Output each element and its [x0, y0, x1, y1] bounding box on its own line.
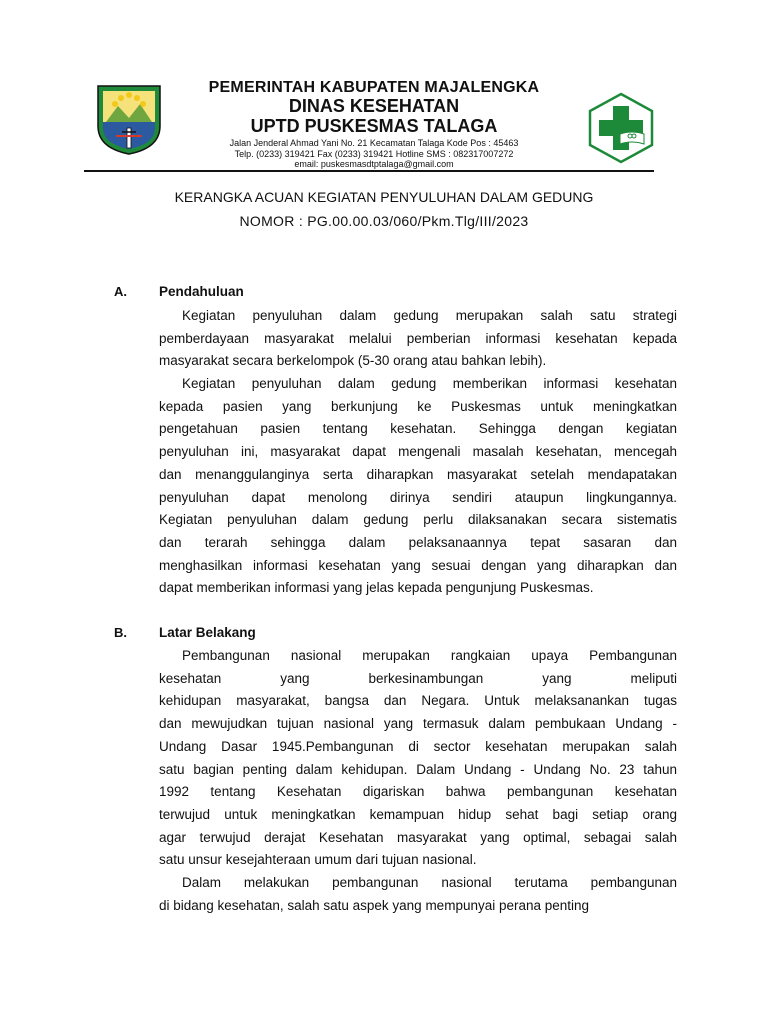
address-line: Jalan Jenderal Ahmad Yani No. 21 Kecamatan Talaga Kode Pos : 45463: [229, 138, 519, 148]
email-line: email: puskesmasdtptalaga@gmail.com: [294, 159, 454, 169]
section-a-paragraph-2: [159, 373, 677, 600]
paragraph-line: 1992 tentang Kesehatan digariskan bahwa pembangunan kesehatan: [159, 784, 677, 800]
section-b-paragraph-1: [159, 645, 677, 872]
paragraph-line: dapat memberikan informasi yang jelas kepada pengunjung Puskesmas.: [159, 580, 594, 596]
letterhead-divider: [84, 170, 654, 172]
section-a-marker: A.: [114, 284, 127, 299]
department-name: DINAS KESEHATAN: [288, 96, 460, 116]
paragraph-line: menghasilkan informasi kesehatan yang sesuai dengan yang diharapkan dan: [159, 557, 677, 573]
section-a-paragraph-1: [159, 305, 677, 373]
paragraph-line: dan mewujudkan tujuan nasional yang termasuk dalam pembukaan Undang -: [159, 716, 677, 732]
section-b-paragraph-2: [159, 872, 677, 917]
paragraph-line: terwujud untuk meningkatkan kemampuan hidup sehat bagi setiap orang: [159, 806, 677, 822]
majalengka-regency-emblem-icon: [94, 82, 164, 156]
paragraph-line: kehidupan masyarakat, bangsa dan Negara. Untuk melaksanankan tugas: [159, 693, 677, 709]
section-a-heading: Pendahuluan: [159, 284, 244, 299]
paragraph-line: Kegiatan penyuluhan dalam gedung perlu dilaksanakan secara sistematis: [159, 512, 677, 528]
paragraph-line: Undang Dasar 1945.Pembangunan di sector kesehatan merupakan salah: [159, 738, 677, 754]
paragraph-line: penyuluhan ini, masyarakat dapat mengenali masalah kesehatan, mencegah: [159, 444, 677, 460]
paragraph-line: agar terwujud derajat Kesehatan masyarakat yang optimal, sebagai salah: [159, 829, 677, 845]
letterhead: [170, 79, 578, 170]
paragraph-line: pengetahuan pasien tentang kesehatan. Sehingga dengan kegiatan: [159, 421, 677, 437]
government-name: PEMERINTAH KABUPATEN MAJALENGKA: [208, 79, 540, 96]
paragraph-line: Kegiatan penyuluhan dalam gedung merupakan salah satu strategi: [182, 308, 677, 323]
section-b-heading: Latar Belakang: [159, 625, 256, 640]
paragraph-line: di bidang kesehatan, salah satu aspek yang mempunyai perana penting: [159, 897, 590, 913]
paragraph-line: penyuluhan dapat menolong dirinya sendiri ataupun lingkungannya.: [159, 489, 677, 505]
paragraph-line: Pembangunan nasional merupakan rangkaian upaya Pembangunan: [182, 648, 677, 663]
paragraph-line: masyarakat secara berkelompok (5-30 orang atau bahkan lebih).: [159, 353, 547, 369]
document-title: KERANGKA ACUAN KEGIATAN PENYULUHAN DALAM GEDUNG: [174, 189, 594, 205]
puskesmas-cross-emblem-icon: [586, 92, 656, 164]
paragraph-line: satu bagian penting dalam kehidupan. Dalam Undang - Undang No. 23 tahun: [159, 761, 677, 777]
paragraph-line: Dalam melakukan pembangunan nasional terutama pembangunan: [182, 875, 677, 890]
phone-line: Telp. (0233) 319421 Fax (0233) 319421 Hotline SMS : 082317007272: [234, 148, 514, 159]
document-number: NOMOR : PG.00.00.03/060/Pkm.Tlg/III/2023: [239, 213, 529, 229]
section-b-marker: B.: [114, 625, 127, 640]
institution-name: UPTD PUSKESMAS TALAGA: [250, 116, 498, 136]
paragraph-line: Kegiatan penyuluhan dalam gedung memberikan informasi kesehatan: [182, 376, 677, 391]
paragraph-line: satu unsur kesejahteraan umum dari tujuan nasional.: [159, 852, 477, 868]
paragraph-line: pemberdayaan masyarakat melalui pemberian informasi kesehatan kepada: [159, 330, 677, 346]
paragraph-line: kesehatan yang berkesinambungan yang meliputi: [159, 670, 677, 686]
paragraph-line: dan terarah sehingga dalam pelaksanaannya tepat sasaran dan: [159, 534, 677, 550]
paragraph-line: kepada pasien yang berkunjung ke Puskesmas untuk meningkatkan: [159, 398, 677, 414]
paragraph-line: dan menanggulanginya serta diharapkan masyarakat setelah mendapatakan: [159, 466, 677, 482]
